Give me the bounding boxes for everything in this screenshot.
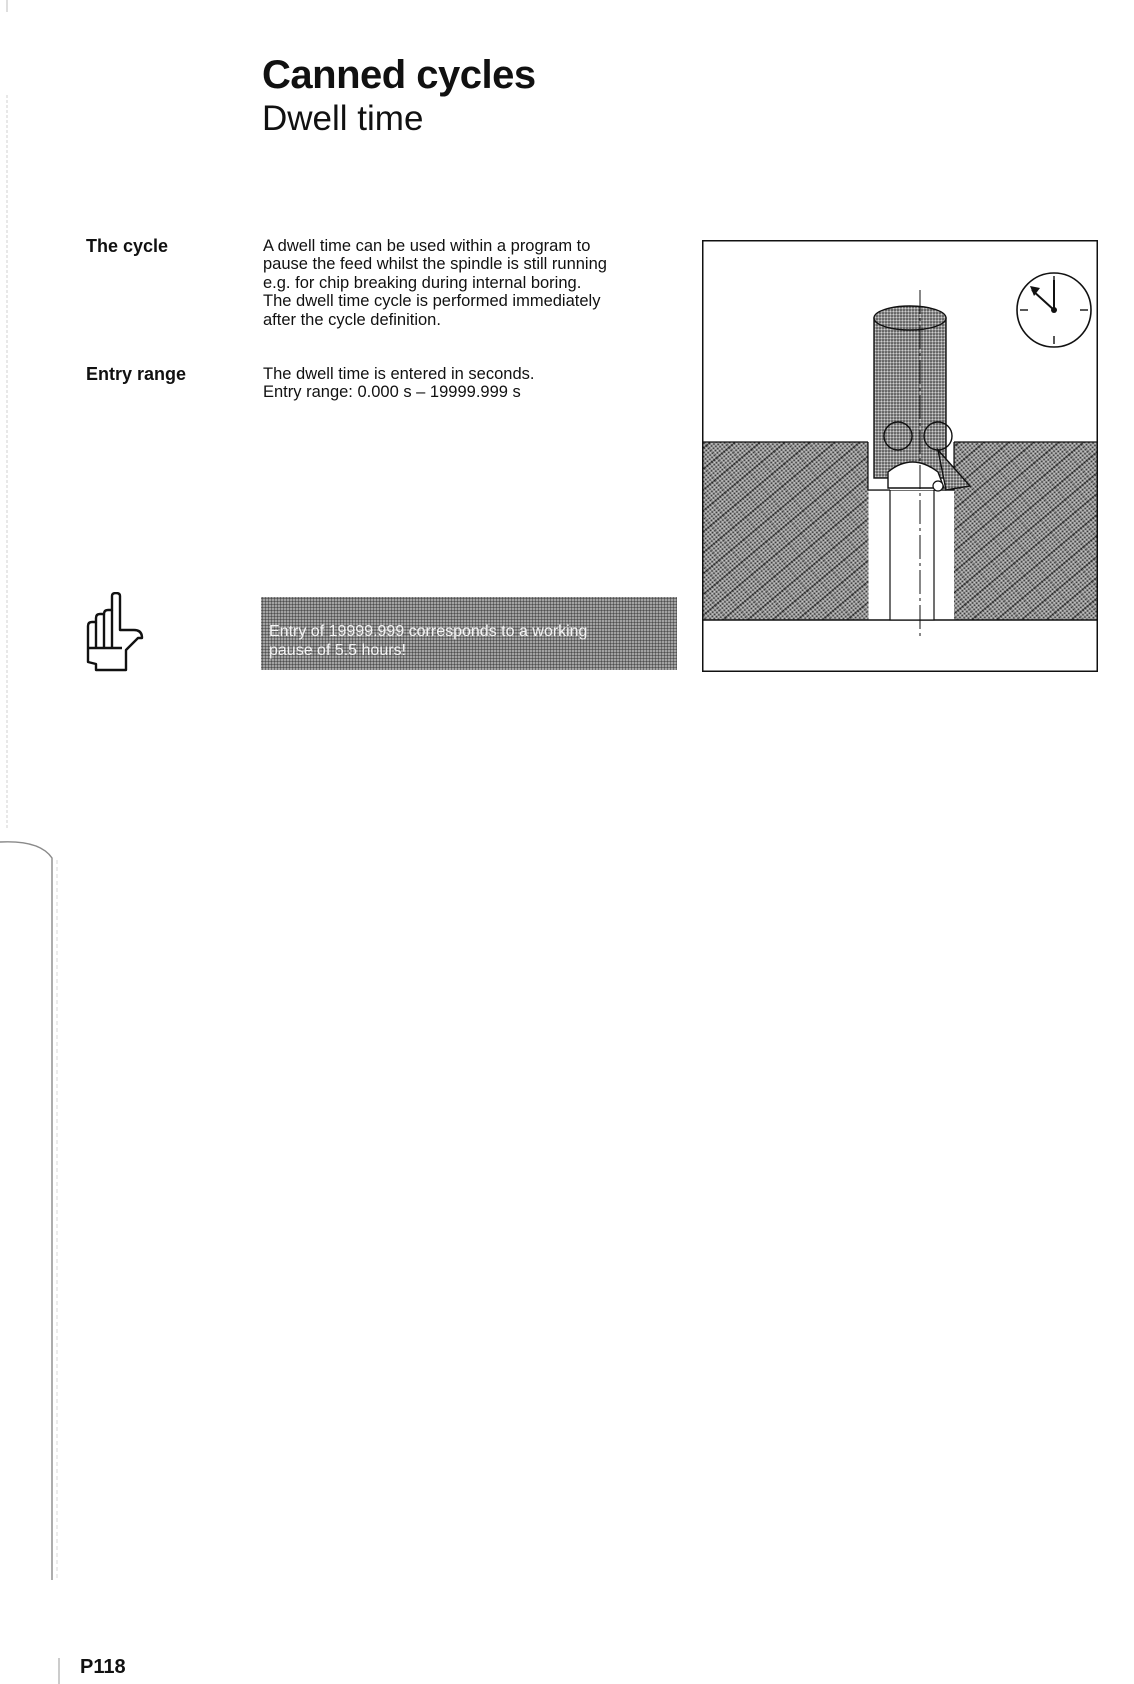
text-line: pause the feed whilst the spindle is still running <box>263 255 607 274</box>
dwell-time-illustration <box>702 240 1098 672</box>
section-label-cycle: The cycle <box>86 236 169 256</box>
section-text-cycle <box>263 237 683 329</box>
page-number: P118 <box>80 1656 126 1678</box>
page-title: Canned cycles <box>262 53 536 97</box>
text-line: The dwell time is entered in seconds. <box>263 365 535 383</box>
pointing-hand-icon <box>82 592 148 676</box>
text-line: A dwell time can be used within a program to <box>263 237 591 255</box>
section-label-entry-range: Entry range <box>86 364 187 384</box>
text-line: Entry range: 0.000 s – 19999.999 s <box>263 383 521 402</box>
binding-edge <box>0 0 70 1684</box>
text-line: e.g. for chip breaking during internal boring. <box>263 273 582 292</box>
note-line: Entry of 19999.999 corresponds to a working <box>269 623 588 640</box>
page-subtitle: Dwell time <box>262 99 424 138</box>
note-box <box>261 597 677 670</box>
clock-icon <box>1017 273 1091 347</box>
text-line: after the cycle definition. <box>263 310 441 329</box>
text-line: The dwell time cycle is performed immediately <box>263 292 601 311</box>
section-text-entry-range <box>263 365 683 402</box>
note-line: pause of 5.5 hours! <box>269 642 406 659</box>
